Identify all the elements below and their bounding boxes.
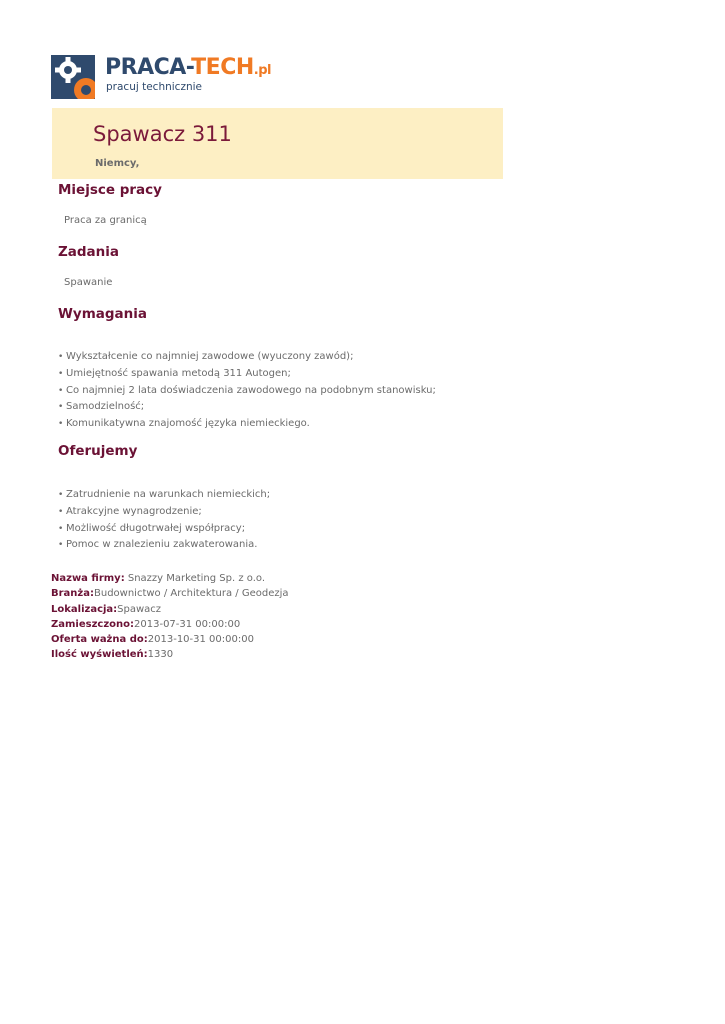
offer-list (58, 487, 270, 554)
job-header (52, 108, 503, 179)
logo-word-praca: PRACA- (105, 55, 192, 80)
workplace-text: Praca za granicą (64, 215, 147, 226)
industry-value: Budownictwo / Architektura / Geodezja (94, 588, 289, 600)
views-row (51, 647, 289, 662)
job-meta (51, 571, 289, 663)
posted-value: 2013-07-31 00:00:00 (134, 618, 241, 630)
company-label: Nazwa firmy: (51, 573, 125, 584)
site-logo[interactable] (51, 53, 281, 99)
logo-word-pl: .pl (253, 63, 271, 78)
posted-label: Zamieszczono: (51, 618, 135, 630)
job-title: Spawacz 311 (93, 122, 232, 146)
list-item: • Pomoc w znalezieniu zakwaterowania. (58, 537, 270, 554)
company-value: Snazzy Marketing Sp. z o.o. (124, 573, 266, 584)
requirements-list (58, 349, 436, 433)
valid-until-value: 2013-10-31 00:00:00 (147, 634, 254, 646)
offer-heading: Oferujemy (58, 443, 138, 459)
location-value: Spawacz (117, 603, 162, 615)
tasks-text: Spawanie (64, 277, 113, 288)
industry-row (51, 586, 289, 601)
logo-word-tech: TECH (191, 55, 254, 80)
views-value: 1330 (147, 649, 174, 661)
company-row (51, 571, 289, 586)
list-item: • Zatrudnienie na warunkach niemieckich; (58, 487, 270, 504)
workplace-heading: Miejsce pracy (58, 182, 162, 198)
gear-logo-icon (51, 55, 95, 99)
logo-tagline: pracuj technicznie (106, 81, 202, 93)
list-item: • Wykształcenie co najmniej zawodowe (wyuczony zawód); (58, 349, 436, 366)
posted-row (51, 617, 289, 632)
list-item: • Umiejętność spawania metodą 311 Autogen; (58, 366, 436, 383)
tasks-heading: Zadania (58, 244, 120, 260)
location-row (51, 602, 289, 617)
list-item: • Komunikatywna znajomość języka niemieckiego. (58, 416, 436, 433)
requirements-heading: Wymagania (58, 306, 147, 322)
location-label: Lokalizacja: (51, 603, 118, 615)
job-location: Niemcy, (95, 158, 140, 169)
industry-label: Branża: (51, 588, 94, 600)
list-item: • Atrakcyjne wynagrodzenie; (58, 504, 270, 521)
valid-until-row (51, 632, 289, 647)
list-item: • Samodzielność; (58, 399, 436, 416)
list-item: • Co najmniej 2 lata doświadczenia zawodowego na podobnym stanowisku; (58, 383, 436, 400)
list-item: • Możliwość długotrwałej współpracy; (58, 521, 270, 538)
views-label: Ilość wyświetleń: (51, 649, 148, 661)
valid-until-label: Oferta ważna do: (51, 634, 148, 646)
